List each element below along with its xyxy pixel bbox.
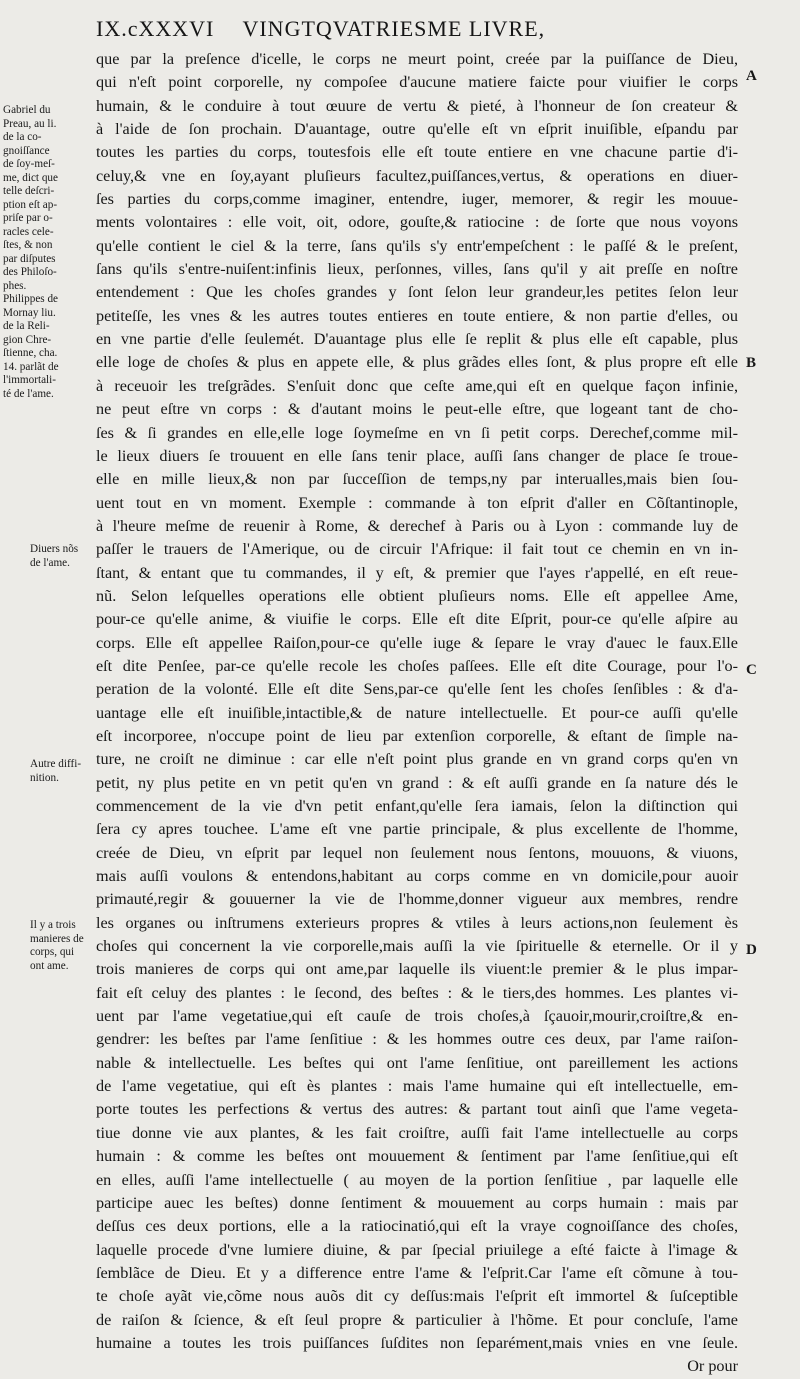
text-line: de l'ame vegetatiue, qui eſt ès plantes : mais l'ame humaine qui eſt intellectuelle, em-	[96, 1077, 738, 1096]
text-line: les organes ou inſtrumens exterieurs propres & vtiles à leurs actions,non ſeulement ès	[96, 913, 738, 932]
text-line: te choſe ayãt vie,cõme nous auõs dit cy deſſus:mais l'eſprit eſt immortel & ſuſceptible	[96, 1287, 738, 1306]
text-line: deſſus ces deux portions, elle a la ratiocinatió,qui eſt la vraye cognoiſſance des choſes,	[96, 1217, 738, 1236]
margin-note-line: l'immortali-	[3, 374, 56, 386]
margin-note-line: ont ame.	[30, 959, 69, 972]
text-line: ſera cy apres touchee. L'ame eſt vne partie principale, & plus excellente de l'homme,	[96, 820, 738, 839]
folio-number: IX.cXXXVI	[96, 16, 215, 41]
margin-note-line: de ſoy-meſ-	[3, 158, 55, 170]
text-line: ments volontaires : elle voit, oit, odore, gouſte,& ratiocine : de ſorte que nous voyons	[96, 213, 738, 232]
text-line: ture, ne croiſt ne diminue : car elle n'eſt point plus grande en vn grand corps qu'en vn	[96, 750, 738, 769]
text-line: creée de Dieu, vn eſprit par lequel non ſeulement nous ſentons, mouuons, & viuons,	[96, 843, 738, 862]
text-line: le lieux diuers ſe trouuent en elle ſans tenir place, auſſi ſans changer de place ſe troue-	[96, 446, 738, 465]
text-line: primauté,regir & gouuerner la vie de l'homme,donner vigueur aux membres, rendre	[96, 890, 738, 909]
text-line: commencement de la vie d'vn petit enfant,qu'elle ſera iamais, ſelon la diſtinction qui	[96, 797, 738, 815]
margin-note-line: gion Chre-	[3, 333, 52, 346]
text-line: petiteſſe, les vnes & les autres toutes entieres en toute entiere, & non partie d'elles, ou	[96, 306, 738, 325]
text-line: uent par l'ame vegetatiue,qui eſt cauſe de trois choſes,à ſçauoir,mourir,croiſtre,& en-	[96, 1007, 738, 1026]
margin-note-line: Mornay liu.	[3, 306, 56, 319]
text-line: ne peut eſtre vn corps : & d'autant moins le peut-elle eſtre, que logeant tant de cho-	[96, 400, 738, 419]
section-letter-b: B	[746, 355, 757, 371]
section-letter-c: C	[746, 662, 757, 678]
margin-note-line: me, dict que	[3, 171, 58, 184]
main-text-block	[96, 48, 738, 1379]
text-line: peration de la volonté. Elle eſt dite Sens,par-ce qu'elle ſent les choſes ſenſibles : & d'a-	[96, 680, 738, 699]
margin-note-trois-manieres	[30, 919, 94, 973]
text-line: participe auec les beſtes) donne ſentiment & mouuement au corps humain : mais par	[96, 1193, 738, 1212]
text-line: toutes les parties du corps, toutesfois elle eſt toute entiere en vne chacune partie d'i-	[96, 143, 738, 162]
text-line: choſes qui concernent la vie corporelle,mais auſſi la vie ſpirituelle & eternelle. Or il y	[96, 937, 738, 956]
margin-note-gabriel-du-preau	[3, 104, 93, 401]
text-line: que par la preſence d'icelle, le corps ne meurt point, creée par la puiſſance de Dieu,	[96, 50, 738, 68]
margin-note-line: phes.	[3, 279, 27, 292]
text-line: corps. Elle eſt appellee Raiſon,pour-ce qu'elle iuge & ſepare le vray d'auec le faux.Elle	[96, 633, 738, 652]
margin-note-line: 14. parlãt de	[3, 360, 59, 373]
text-line: humain, & le conduire à tout œuure de vertu & pieté, à l'honneur de ſon createur &	[96, 96, 738, 115]
margin-note-line: par diſputes	[3, 252, 56, 265]
margin-note-line: ſtes, & non	[3, 239, 53, 251]
margin-note-line: des Philoſo-	[3, 266, 57, 278]
margin-note-line: Il y a trois	[30, 919, 76, 931]
text-line: eſt dite Penſee, par-ce qu'elle recole les choſes paſſees. Elle eſt dite Courage, pour l'o-	[96, 656, 738, 675]
margin-note-line: telle deſcri-	[3, 185, 55, 197]
text-line: ſans qu'ils s'entre-nuiſent:infinis lieux, perſonnes, villes, ſans qu'il y ait preſſe en noſtre	[96, 260, 738, 279]
text-line: humaine a toutes les trois puiſſances ſuſdites non ſeparément,mais vnies en vne ſeule.	[96, 1333, 738, 1352]
text-line: elle en mille lieux,& non par ſucceſſion de temps,ny par interualles,mais bien ſou-	[96, 470, 738, 489]
text-line: uent tout en vn moment. Exemple : commande à ton eſprit d'aller en Cõſtantinople,	[96, 493, 738, 512]
margin-note-line: de l'ame.	[30, 556, 70, 569]
running-header	[96, 16, 756, 42]
catchword: Or pour	[687, 1357, 738, 1376]
text-line: celuy,& vne en ſoy,ayant pluſieurs facultez,puiſſances,vertus, & operations en diuer-	[96, 166, 738, 185]
section-letter-a: A	[746, 68, 757, 84]
text-line: pour-ce qu'elle anime, & viuifie le corps. Elle eſt dite Eſprit, pour-ce qu'elle aſpire au	[96, 610, 738, 629]
text-line: petit, ny plus petite en vn petit qu'en vn grand : & eſt auſſi grande en ſa nature dés le	[96, 773, 738, 792]
text-line: à receuoir les treſgrãdes. S'enſuit donc que ceſte ame,qui eſt en quelque façon infinie,	[96, 376, 738, 395]
text-line: qui n'eſt point corporelle, ny compoſee d'aucune matiere faicte pour viuifier le corps	[96, 73, 738, 92]
text-line: elle loge de choſes & plus en appete elle, & plus grãdes elles ſont, & plus propre eſt elle	[96, 353, 738, 372]
text-line: fait eſt celuy des plantes : le ſecond, des beſtes : & le tiers,des hommes. Les plantes vi-	[96, 983, 738, 1002]
margin-note-line: de la co-	[3, 131, 42, 143]
text-line: à l'aide de ſon prochain. D'auantage, outre qu'elle eſt vn eſprit inuiſible, eſpandu par	[96, 120, 738, 139]
margin-note-line: corps, qui	[30, 946, 75, 958]
margin-note-line: de la Reli-	[3, 320, 50, 332]
text-line: gendrer: les beſtes par l'ame ſenſitiue : & les hommes outre ces deux, par l'ame raiſon-	[96, 1030, 738, 1049]
text-line: à l'heure meſme de reuenir à Rome, & derechef à Paris ou à Lyon : commande luy de	[96, 516, 738, 535]
text-line: ſes & ſi grandes en elle,elle loge ſoymeſme en vn ſi petit corps. Derechef,comme mil-	[96, 423, 738, 442]
text-line: en vne partie d'elle ſeulemét. D'auantage plus elle ſe replit & plus elle eſt capable, plus	[96, 330, 738, 349]
margin-note-line: priſe par o-	[3, 212, 53, 224]
text-line: nũ. Selon leſquelles operations elle obtient pluſieurs noms. Elle eſt appellee Ame,	[96, 586, 738, 605]
margin-note-line: ſtienne, cha.	[3, 347, 58, 359]
text-line: qu'elle contient le ciel & la terre, ſans qu'ils s'y entr'empeſchent : le paſſé & le preſent,	[96, 236, 738, 255]
running-title: VINGTQVATRIESME LIVRE,	[242, 16, 546, 41]
margin-note-line: té de l'ame.	[3, 387, 54, 400]
text-line: de raiſon & ſcience, & eſt ſeul propre & particulier à l'hõme. Et pour concluſe, l'ame	[96, 1310, 738, 1329]
text-line: eſt incorporee, n'occupe point de lieu par extenſion corporelle, & eſtant de ſimple na-	[96, 726, 738, 745]
text-line: mais auſſi voulons & entendons,habitant au corps comme en vn domicile,pour auoir	[96, 867, 738, 886]
text-line: en elles, auſſi l'ame intellectuelle ( au moyen de la portion ſenſitiue , par laquelle elle	[96, 1170, 738, 1189]
margin-note-line: manieres de	[30, 932, 84, 945]
text-line: tiue donne vie aux plantes, & les fait croiſtre, auſſi fait l'ame intellectuelle au corps	[96, 1123, 738, 1142]
text-line: paſſer le trauers de l'Amerique, ou de circuir l'Afrique: il fait tout ce chemin en vn in-	[96, 540, 738, 559]
margin-note-line: Diuers nõs	[30, 543, 79, 555]
margin-note-line: Philippes de	[3, 293, 59, 305]
margin-note-line: gnoiſſance	[3, 144, 50, 157]
margin-note-line: Autre diffi-	[30, 758, 82, 770]
margin-note-line: Gabriel du	[3, 104, 51, 116]
text-line: ſtant, & entant que tu commandes, il y eſt, & premier que l'ayes r'appellé, en eſt reue-	[96, 563, 738, 582]
text-line: entendement : Que les choſes grandes y ſont ſelon leur grandeur,les petites ſelon leur	[96, 283, 738, 302]
text-line: porte toutes les perfections & vertus des autres: & partant tout ainſi que l'ame vegeta-	[96, 1100, 738, 1119]
text-line: ſes parties du corps,comme imaginer, entendre, iuger, memorer, & regir les mouue-	[96, 190, 738, 209]
section-letter-d: D	[746, 942, 757, 958]
margin-note-line: ption eſt ap-	[3, 198, 58, 211]
text-line: trois manieres de corps qui ont ame,par laquelle ils viuent:le premier & le plus impar-	[96, 960, 738, 979]
text-line: nable & intellectuelle. Les beſtes qui ont l'ame ſenſitiue, ont pareillement les actions	[96, 1053, 738, 1072]
margin-note-autre-diffinition	[30, 758, 94, 785]
text-line: uantage elle eſt inuiſible,intactible,& de nature intellectuelle. Et pour-ce auſſi qu'elle	[96, 703, 738, 722]
margin-note-line: Preau, au li.	[3, 117, 57, 130]
margin-note-line: racles cele-	[3, 225, 54, 238]
margin-note-diuers-noms	[30, 543, 94, 570]
text-line: laquelle procede d'vne lumiere diuine, & par ſpecial priuilege a eſté faicte à l'image &	[96, 1240, 738, 1259]
margin-note-line: nition.	[30, 771, 59, 784]
text-line: humain : & comme les beſtes ont mouuement & ſentiment par l'ame ſenſitiue,qui eſt	[96, 1147, 738, 1166]
text-line: ſemblãce de Dieu. Et y a difference entre l'ame & l'eſprit.Car l'ame eſt cõmune à tou-	[96, 1263, 738, 1282]
